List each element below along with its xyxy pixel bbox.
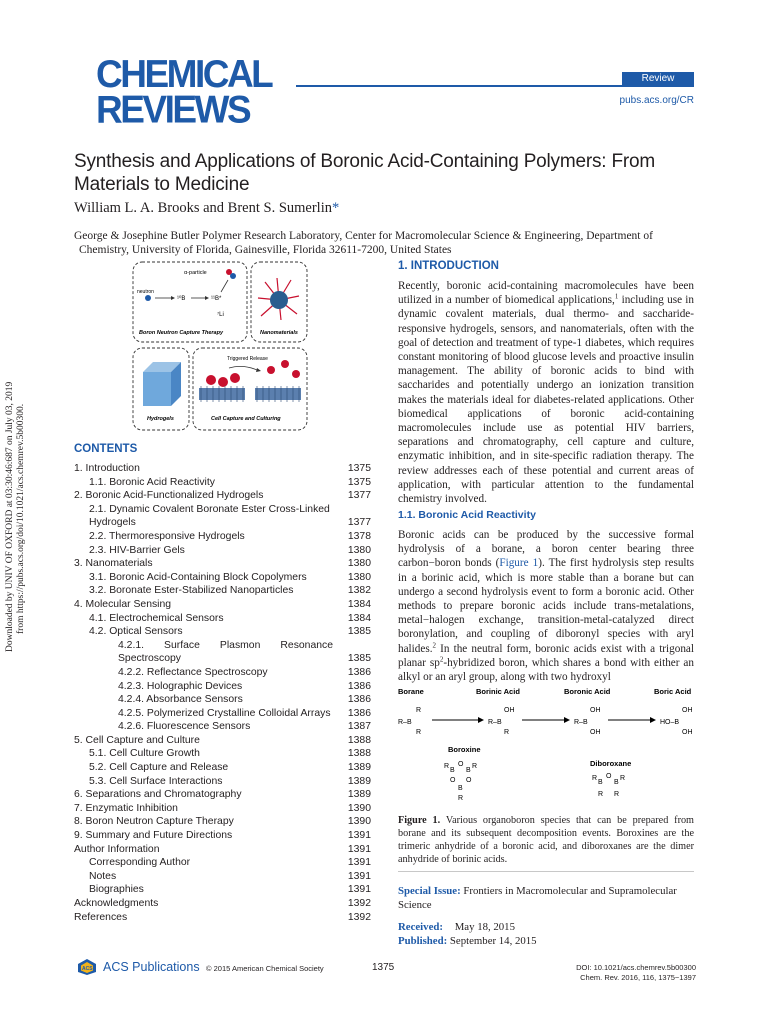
toc-entry[interactable] bbox=[74, 639, 371, 666]
svg-text:ACS: ACS bbox=[82, 966, 93, 972]
intro-paragraph bbox=[398, 279, 694, 506]
toc-entry[interactable] bbox=[74, 843, 371, 857]
toc-entry-page: 1389 bbox=[347, 762, 371, 774]
toc-entry-page: 1390 bbox=[347, 802, 371, 814]
toc-entry-page: 1377 bbox=[347, 490, 371, 502]
toc-entry-page: 1380 bbox=[347, 571, 371, 583]
reactivity-heading: 1.1. Boronic Acid Reactivity bbox=[398, 509, 536, 521]
affiliation-line1: George & Josephine Butler Polymer Research Laboratory, Center for Macromolecular Science & Engineering, Department of bbox=[74, 230, 653, 242]
toc-entry-label: 5.3. Cell Surface Interactions bbox=[89, 775, 223, 787]
toc-entry-label: 2.2. Thermoresponsive Hydrogels bbox=[89, 530, 245, 542]
reactivity-text-b: ). The first hydrolysis step results in a borinic acid, which is more stable than a borane but can undergo a second hydrolysis event to form a boronic acid. Other methods to prepare boronic acids include trans-metalations, metal−halogen exchange, transition-metal-catalyzed direct boronylation, and coupling of diboronyl species with aryl halides. bbox=[398, 557, 694, 655]
toc-entry-label: Author Information bbox=[74, 843, 160, 855]
watermark-line1: Downloaded by UNIV OF OXFORD at 03:30:46:687 on July 03, 2019 bbox=[5, 381, 15, 652]
page-number: 1375 bbox=[372, 962, 395, 973]
fig-borane-label: Borane bbox=[398, 687, 424, 696]
publisher-name: ACS Publications bbox=[103, 960, 200, 974]
toc-entry[interactable] bbox=[74, 775, 371, 789]
toc-entry-label: 2.1. Dynamic Covalent Boronate Ester Cross-Linked Hydrogels bbox=[89, 503, 330, 529]
citation: Chem. Rev. 2016, 116, 1375−1397 bbox=[580, 973, 696, 982]
reactivity-text-a: Boronic acids can be produced by the successive formal hydrolysis of a borane, a boron center bearing three carbon−boron bonds ( bbox=[398, 529, 694, 570]
toc-entry-page: 1392 bbox=[347, 898, 371, 909]
toc-entry[interactable] bbox=[74, 462, 371, 476]
intro-text-b: including use in dynamic covalent materials, dual thermo- and saccharide-responsive hydrogels, sensors, and nanomaterials, often with the goal of detection and treatment of type-1 diabetes, which requires constant monitoring of blood glucose levels and proactive insulin management. The ability of boronic acids to bind with saccharides and potentially undergo an ionization transition makes the materials ideal for diabetes-related applications. Other biomedical applications of boronic acid-containing macromolecules include use as potential HIV barriers, separations and chromatography, cell capture and culture, enzymatic inhibition, and in site-specific radiation therapy. The review addresses each of these potential and current areas of application, with particular attention to the fundamental chemistry involved. bbox=[398, 294, 694, 506]
nanoparticle-icon bbox=[270, 291, 288, 309]
toc-entry[interactable] bbox=[74, 870, 371, 884]
toc-entry[interactable] bbox=[74, 802, 371, 816]
neutron-icon bbox=[145, 295, 151, 301]
toc-entry[interactable] bbox=[74, 707, 371, 721]
toc-entry-page: 1380 bbox=[347, 558, 371, 570]
toc-entry-page: 1380 bbox=[347, 544, 371, 556]
toc-entry-page: 1375 bbox=[347, 476, 371, 488]
fig-boroxine-label: Boroxine bbox=[448, 745, 481, 754]
toc-entry-label: 4.2.6. Fluorescence Sensors bbox=[118, 721, 251, 733]
svg-text:HO–B: HO–B bbox=[660, 719, 680, 726]
svg-text:R: R bbox=[444, 763, 450, 770]
toc-entry-label: Biographies bbox=[89, 884, 144, 896]
toc-entry-page: 1391 bbox=[347, 830, 371, 842]
svg-text:O: O bbox=[606, 773, 612, 780]
svg-text:O: O bbox=[458, 761, 464, 768]
svg-text:O: O bbox=[466, 777, 472, 784]
journal-logo bbox=[96, 52, 276, 131]
svg-text:OH: OH bbox=[504, 707, 515, 714]
svg-text:OH: OH bbox=[682, 729, 693, 736]
boric-structure bbox=[660, 707, 693, 736]
toc-entry[interactable] bbox=[74, 476, 371, 490]
acs-publications-logo[interactable] bbox=[76, 958, 200, 976]
toc-entry[interactable] bbox=[74, 666, 371, 680]
journal-url-link[interactable]: pubs.acs.org/CR bbox=[619, 95, 694, 106]
toc-entry[interactable] bbox=[74, 911, 371, 925]
bnct-panel bbox=[133, 262, 247, 342]
toc-entry-page: 1389 bbox=[347, 775, 371, 787]
toc-entry-page: 1389 bbox=[347, 789, 371, 801]
svg-text:R: R bbox=[472, 763, 478, 770]
published-label: Published: bbox=[398, 935, 448, 947]
article-dates bbox=[398, 920, 537, 948]
toc-entry-label: Notes bbox=[89, 870, 117, 882]
reaction-arrow-icon bbox=[478, 717, 484, 723]
toc-entry-page: 1386 bbox=[347, 680, 371, 692]
toc-entry-page: 1386 bbox=[347, 707, 371, 719]
svg-text:B: B bbox=[614, 779, 619, 786]
toc-entry[interactable] bbox=[74, 829, 371, 843]
toc-entry-page: 1388 bbox=[347, 734, 371, 746]
toc-entry[interactable] bbox=[74, 625, 371, 639]
svg-text:R: R bbox=[598, 791, 604, 798]
toc-entry[interactable] bbox=[74, 584, 371, 598]
toc-entry-label: 4.2. Optical Sensors bbox=[89, 626, 183, 638]
toc-entry[interactable] bbox=[74, 815, 371, 829]
toc-entry-label: Acknowledgments bbox=[74, 898, 159, 909]
toc-entry[interactable] bbox=[74, 734, 371, 748]
bnct-caption: Boron Neutron Capture Therapy bbox=[139, 330, 224, 336]
toc-entry-page: 1382 bbox=[347, 585, 371, 597]
article-type-badge: Review bbox=[622, 72, 694, 86]
figure-1-caption bbox=[398, 814, 694, 866]
reaction-arrow-icon bbox=[564, 717, 570, 723]
affiliation bbox=[74, 229, 694, 257]
svg-text:R–B: R–B bbox=[398, 719, 412, 726]
corresponding-author-mark[interactable]: * bbox=[331, 200, 340, 216]
toc-entry[interactable] bbox=[74, 720, 371, 734]
b11-label: ¹¹B* bbox=[211, 296, 222, 302]
toc-entry-page: 1378 bbox=[347, 530, 371, 542]
svg-text:B: B bbox=[450, 767, 455, 774]
toc-entry-label: 5.1. Cell Culture Growth bbox=[89, 748, 200, 760]
svg-text:R: R bbox=[504, 729, 510, 736]
figure-1 bbox=[394, 684, 698, 804]
toc-entry[interactable] bbox=[74, 503, 371, 530]
fig-boronic-label: Boronic Acid bbox=[564, 687, 611, 696]
toc-entry-page: 1391 bbox=[347, 870, 371, 882]
toc-entry-label: References bbox=[74, 911, 128, 923]
svg-text:R: R bbox=[458, 795, 464, 802]
toc-entry-label: 5. Cell Capture and Culture bbox=[74, 734, 200, 746]
triggered-release-label: Triggered Release bbox=[227, 356, 268, 362]
toc-entry-label: 3.1. Boronic Acid-Containing Block Copolymers bbox=[89, 571, 307, 583]
svg-text:OH: OH bbox=[590, 729, 601, 736]
reference-1-link[interactable]: 1 bbox=[614, 292, 619, 301]
divider bbox=[398, 871, 694, 872]
toc-entry-label: 4.2.5. Polymerized Crystalline Colloidal Arrays bbox=[118, 707, 331, 719]
toc-entry-page: 1391 bbox=[347, 843, 371, 855]
toc-entry[interactable] bbox=[74, 897, 371, 911]
svg-text:R: R bbox=[592, 775, 598, 782]
reaction-arrow-icon bbox=[650, 717, 656, 723]
hydrogels-panel bbox=[133, 348, 189, 430]
svg-text:OH: OH bbox=[590, 707, 601, 714]
toc-entry-page: 1375 bbox=[347, 463, 371, 474]
nanomaterials-panel bbox=[251, 262, 307, 342]
neutron-label: neutron bbox=[137, 289, 154, 295]
toc-entry-page: 1388 bbox=[347, 748, 371, 760]
diboroxane-structure bbox=[592, 773, 625, 798]
toc-entry[interactable] bbox=[74, 856, 371, 870]
reactivity-paragraph bbox=[398, 528, 694, 684]
toc-entry-label: 4. Molecular Sensing bbox=[74, 598, 172, 610]
logo-line2: REVIEWS bbox=[96, 87, 250, 131]
affiliation-line2: Chemistry, University of Florida, Gainesville, Florida 32611-7200, United States bbox=[79, 244, 452, 256]
acs-hexagon-icon bbox=[76, 958, 98, 976]
toc-entry[interactable] bbox=[74, 693, 371, 707]
doi-citation bbox=[576, 963, 696, 983]
reactivity-text-c: In the neutral form, boronic acids exist with a trigonal planar sp bbox=[398, 642, 694, 669]
toc-entry[interactable] bbox=[74, 544, 371, 558]
svg-text:B: B bbox=[598, 779, 603, 786]
toc-entry-label: 6. Separations and Chromatography bbox=[74, 789, 242, 801]
nano-caption: Nanomaterials bbox=[260, 330, 298, 336]
toc-entry-page: 1391 bbox=[347, 857, 371, 869]
b10-label: ¹⁰B bbox=[177, 296, 186, 302]
watermark-line2[interactable]: from https://pubs.acs.org/doi/10.1021/acs.chemrev.5b00300. bbox=[16, 403, 26, 634]
received-date: May 18, 2015 bbox=[454, 921, 515, 933]
download-watermark bbox=[5, 252, 27, 652]
toc-entry[interactable] bbox=[74, 761, 371, 775]
toc-entry[interactable] bbox=[74, 788, 371, 802]
toc-entry[interactable] bbox=[74, 557, 371, 571]
alpha-particle-label: α-particle bbox=[184, 270, 207, 276]
toc-entry-label: 5.2. Cell Capture and Release bbox=[89, 762, 229, 774]
toc-entry-label: 3.2. Boronate Ester-Stabilized Nanoparticles bbox=[89, 585, 294, 597]
toc-entry-page: 1386 bbox=[347, 694, 371, 706]
toc-entry[interactable] bbox=[74, 612, 371, 626]
toc-entry[interactable] bbox=[74, 571, 371, 585]
special-issue-label: Special Issue: bbox=[398, 885, 461, 897]
svg-text:R: R bbox=[416, 707, 422, 714]
toc-entry-page: 1386 bbox=[347, 666, 371, 678]
svg-text:O: O bbox=[450, 777, 456, 784]
toc-entry-label: 4.2.1. Surface Plasmon Resonance Spectroscopy bbox=[118, 639, 333, 665]
toc-entry[interactable] bbox=[74, 747, 371, 761]
svg-text:B: B bbox=[458, 785, 463, 792]
contents-heading: CONTENTS bbox=[74, 443, 138, 455]
toc-entry-label: 8. Boron Neutron Capture Therapy bbox=[74, 816, 234, 828]
toc-entry-page: 1390 bbox=[347, 816, 371, 828]
toc-entry-label: 3. Nanomaterials bbox=[74, 558, 153, 570]
figure-1-caption-text: Various organoboron species that can be prepared from borane and its subsequent decomposition events. Boroxines are the trimeric anhydride of a boronic acid, and diboroxanes are the dimer anhydride of borinic acids. bbox=[398, 815, 694, 865]
borinic-structure bbox=[488, 707, 515, 736]
toc-entry[interactable] bbox=[74, 598, 371, 612]
special-issue-note bbox=[398, 884, 694, 912]
toc-entry-label: 4.2.3. Holographic Devices bbox=[118, 680, 243, 692]
fig-diboroxane-label: Diboroxane bbox=[590, 759, 632, 768]
svg-text:R: R bbox=[614, 791, 620, 798]
toc-entry-label: 4.1. Electrochemical Sensors bbox=[89, 612, 224, 624]
intro-text-a: Recently, boronic acid-containing macromolecules have been utilized in a number of biomedical applications, bbox=[398, 280, 694, 307]
svg-text:R: R bbox=[620, 775, 626, 782]
borane-structure bbox=[398, 707, 421, 736]
toc-entry[interactable] bbox=[74, 680, 371, 694]
toc-entry-label: 7. Enzymatic Inhibition bbox=[74, 802, 178, 814]
toc-entry-label: 4.2.2. Reflectance Spectroscopy bbox=[118, 666, 268, 678]
svg-text:OH: OH bbox=[682, 707, 693, 714]
toc-entry-label: 2.3. HIV-Barrier Gels bbox=[89, 544, 185, 556]
toc-entry-page: 1384 bbox=[347, 612, 371, 624]
toc-entry-page: 1387 bbox=[347, 721, 371, 733]
article-title: Synthesis and Applications of Boronic Acid-Containing Polymers: From Materials to Medicine bbox=[74, 151, 655, 195]
toc-entry-label: 1. Introduction bbox=[74, 463, 140, 474]
cell-capture-panel bbox=[193, 348, 307, 430]
doi-link[interactable]: DOI: 10.1021/acs.chemrev.5b00300 bbox=[576, 963, 696, 972]
toc-entry-page: 1391 bbox=[347, 884, 371, 896]
capture-caption: Cell Capture and Culturing bbox=[211, 416, 281, 422]
reference-2-link[interactable]: 2 bbox=[432, 640, 436, 649]
svg-text:R–B: R–B bbox=[574, 719, 588, 726]
toc-entry-label: Corresponding Author bbox=[89, 857, 191, 869]
sp2-superscript: 2 bbox=[439, 655, 444, 664]
toc-entry-label: 1.1. Boronic Acid Reactivity bbox=[89, 476, 215, 488]
toc-entry[interactable] bbox=[74, 530, 371, 544]
toc-entry-page: 1384 bbox=[347, 598, 371, 610]
toc-entry-page: 1377 bbox=[347, 517, 371, 529]
author-list bbox=[74, 200, 339, 217]
received-label: Received: bbox=[398, 921, 443, 933]
fig-borinic-label: Borinic Acid bbox=[476, 687, 520, 696]
table-of-contents bbox=[74, 462, 371, 924]
fig-boric-label: Boric Acid bbox=[654, 687, 692, 696]
li7-label: ⁷Li bbox=[217, 312, 224, 318]
logo-line1: CHEMICAL bbox=[96, 52, 272, 96]
special-issue-text: Frontiers in Macromolecular and Supramolecular Science bbox=[398, 885, 677, 911]
svg-text:R–B: R–B bbox=[488, 719, 502, 726]
toc-entry-label: 2. Boronic Acid-Functionalized Hydrogels bbox=[74, 490, 264, 502]
toc-entry-page: 1385 bbox=[347, 626, 371, 638]
svg-text:R: R bbox=[416, 729, 422, 736]
toc-entry-page: 1385 bbox=[347, 653, 371, 665]
svg-text:B: B bbox=[466, 767, 471, 774]
copyright-notice: © 2015 American Chemical Society bbox=[206, 964, 324, 973]
author-names: William L. A. Brooks and Brent S. Sumerlin bbox=[74, 200, 332, 216]
boroxine-structure bbox=[444, 761, 477, 802]
boronic-structure bbox=[574, 707, 601, 736]
hydrogels-caption: Hydrogels bbox=[147, 416, 174, 422]
toc-entry-label: 9. Summary and Future Directions bbox=[74, 830, 233, 842]
toc-entry-label: 4.2.4. Absorbance Sensors bbox=[118, 694, 243, 706]
figure-1-caption-label: Figure 1. bbox=[398, 815, 441, 826]
figure-1-link[interactable]: Figure 1 bbox=[499, 557, 539, 570]
toc-entry[interactable] bbox=[74, 489, 371, 503]
toc-graphic bbox=[131, 260, 311, 432]
toc-entry[interactable] bbox=[74, 883, 371, 897]
published-date: September 14, 2015 bbox=[449, 935, 537, 947]
intro-heading: 1. INTRODUCTION bbox=[398, 260, 499, 272]
toc-entry-page: 1392 bbox=[347, 911, 371, 923]
reactivity-text-d: -hybridized boron, which shares a bond with either an alkyl or an aryl group, along with two hydroxyl bbox=[398, 656, 694, 684]
